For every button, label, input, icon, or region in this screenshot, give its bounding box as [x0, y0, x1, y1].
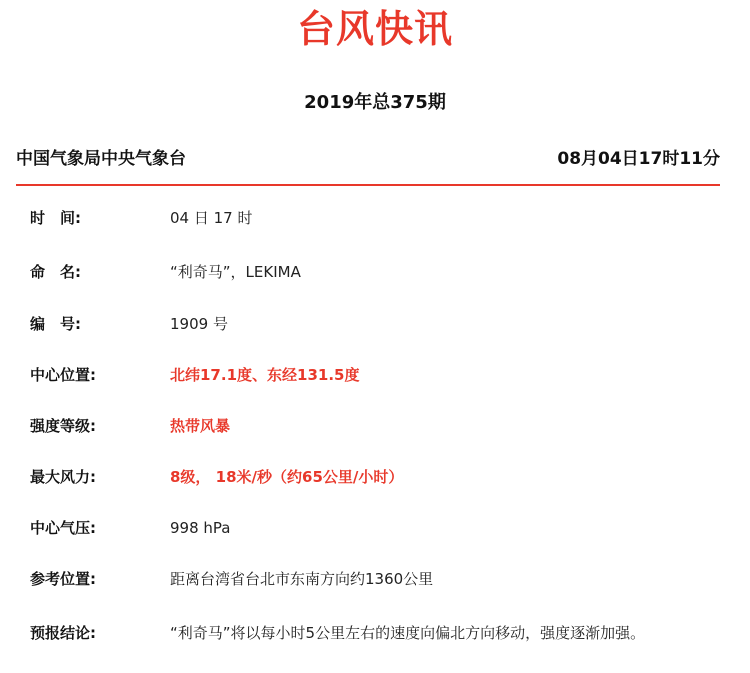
field-value-number: 1909 号: [170, 315, 228, 333]
issue-number: 2019年总375期: [304, 92, 446, 113]
field-value-intensity: 热带风暴: [170, 417, 231, 435]
field-value-time: 04 日 17 时: [170, 209, 253, 227]
field-label-center-position: 中心位置:: [30, 366, 96, 384]
field-value-forecast: “利奇马”将以每小时5公里左右的速度向偏北方向移动，强度逐渐加强。: [170, 624, 646, 642]
field-label-pressure: 中心气压:: [30, 519, 96, 537]
page-title: 台风快讯: [296, 7, 453, 51]
field-label-max-wind: 最大风力:: [30, 468, 96, 486]
field-value-reference-position: 距离台湾省台北市东南方向约1360公里: [170, 570, 434, 588]
field-label-number: 编 号:: [30, 315, 81, 333]
field-label-forecast: 预报结论:: [30, 624, 96, 642]
issue-time: 08月04日17时11分: [557, 149, 720, 169]
field-label-intensity: 强度等级:: [30, 417, 96, 435]
field-value-center-position: 北纬17.1度、东经131.5度: [170, 366, 360, 384]
bulletin-header: [16, 146, 720, 174]
field-value-pressure: 998 hPa: [170, 519, 231, 537]
issuing-agency: 中国气象局中央气象台: [16, 149, 186, 169]
field-label-time: 时 间:: [30, 209, 81, 227]
field-value-max-wind: 8级， 18米/秒（约65公里/小时）: [170, 468, 404, 486]
header-divider: [16, 184, 720, 186]
field-value-name: “利奇马”，LEKIMA: [170, 263, 301, 281]
field-label-reference-position: 参考位置:: [30, 570, 96, 588]
field-label-name: 命 名:: [30, 263, 81, 281]
